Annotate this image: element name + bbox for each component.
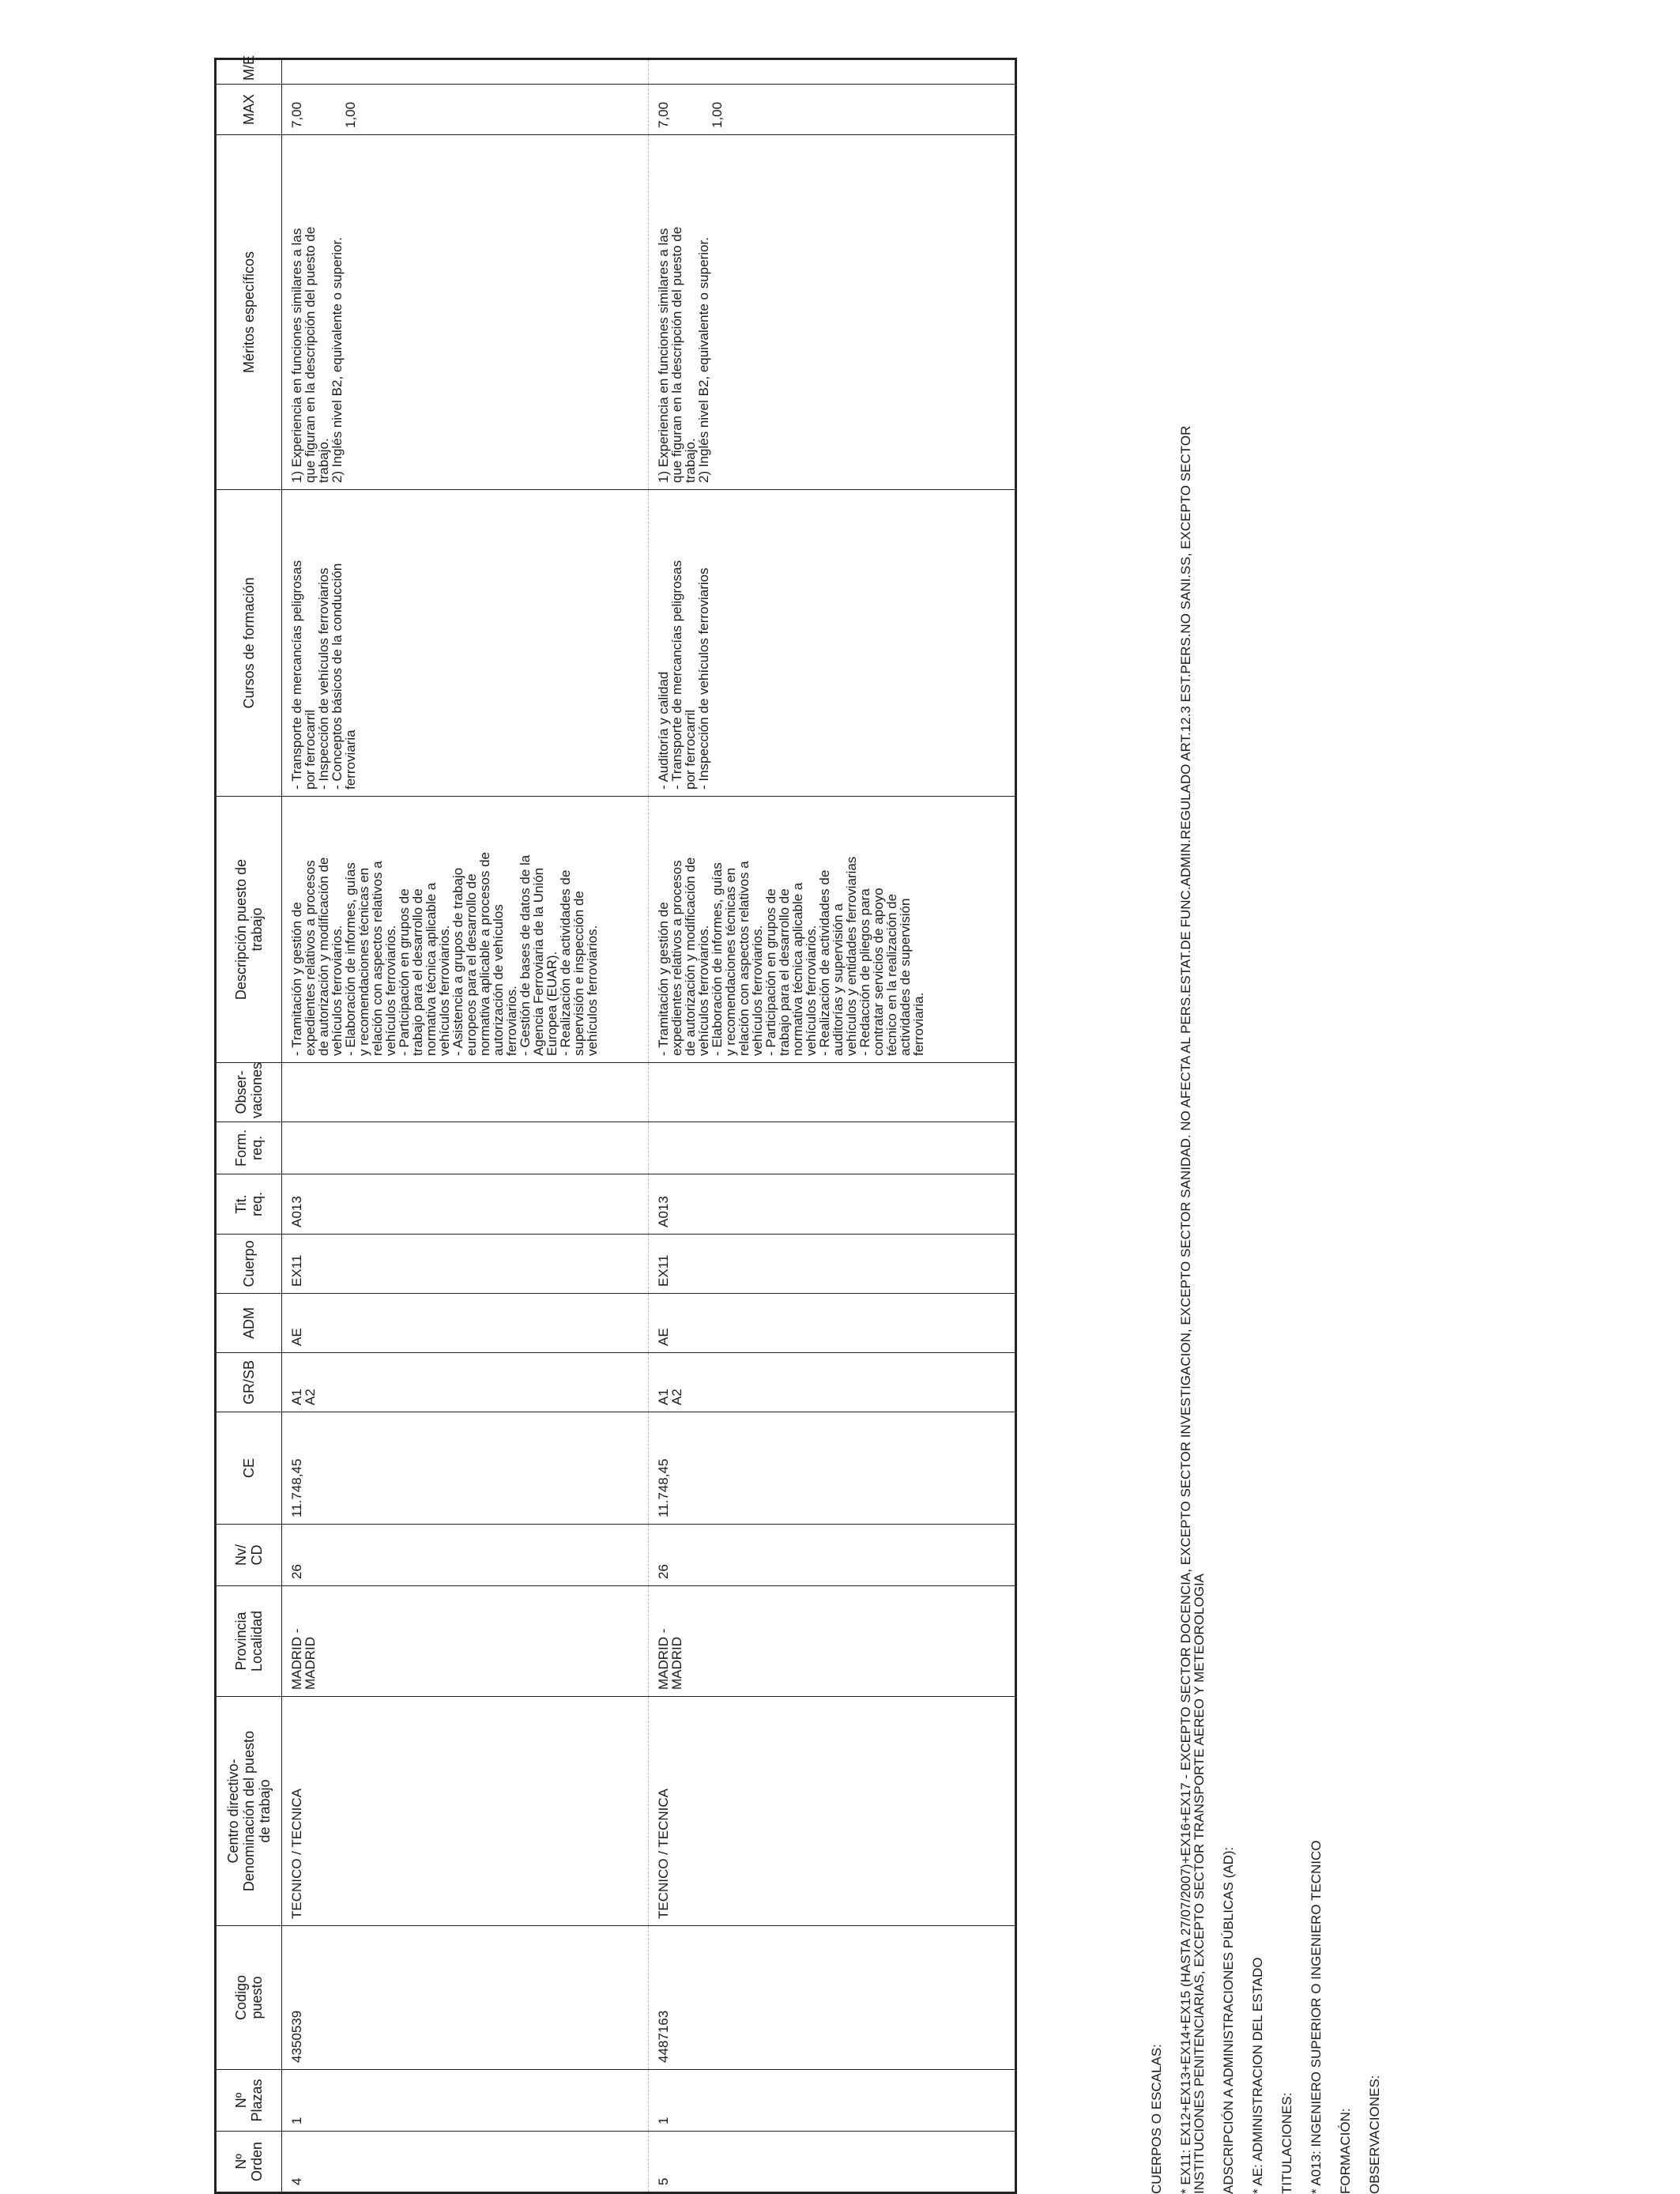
cell-obs <box>649 1063 1016 1122</box>
cell-form <box>282 1122 649 1174</box>
cell-tit: A013 <box>282 1174 649 1235</box>
cell-adm: AE <box>282 1294 649 1353</box>
titulaciones-text: * A013: INGENIERO SUPERIOR O INGENIERO TECNICO <box>1309 1840 1324 2194</box>
cell-max: 7,00 1,00 <box>282 85 649 135</box>
cuerpos-title: CUERPOS O ESCALAS: <box>1149 2044 1164 2194</box>
cell-grsb: A1 A2 <box>282 1353 649 1412</box>
header-me: M/E <box>216 59 282 85</box>
table-row <box>649 59 1016 2193</box>
header-centro: Centro directivo- Denominación del puesto de trabajo <box>216 1697 282 1926</box>
cell-meritos: 1) Experiencia en funciones similares a las que figuran en la descripción del puesto de trabajo. 2) Inglés nivel B2, equivalente o superior. <box>282 135 649 490</box>
observaciones-title: OBSERVACIONES: <box>1367 2075 1382 2194</box>
header-adm: ADM <box>216 1294 282 1353</box>
positions-table <box>214 55 1017 2194</box>
header-obs: Obser- vaciones <box>216 1063 282 1122</box>
header-provincia: Provincia Localidad <box>216 1586 282 1697</box>
footer-legend <box>1150 60 1397 2194</box>
header-max: MAX <box>216 85 282 135</box>
cell-centro: TECNICO / TECNICA <box>649 1697 1016 1926</box>
cell-cursos: - Auditoría y calidad - Transporte de mercancías peligrosas por ferrocarril - Inspección de vehículos ferroviarios <box>649 490 1016 797</box>
cell-orden: 5 <box>649 2132 1016 2193</box>
cell-cuerpo: EX11 <box>282 1235 649 1294</box>
cell-adm: AE <box>649 1294 1016 1353</box>
cell-grsb: A1 A2 <box>649 1353 1016 1412</box>
adscripcion-title: ADSCRIPCIÓN A ADMINISTRACIONES PÚBLICAS (AD): <box>1221 1846 1236 2194</box>
header-desc: Descripción puesto de trabajo <box>216 797 282 1063</box>
cell-nivel: 26 <box>282 1525 649 1586</box>
header-tit: Tit. req. <box>216 1174 282 1235</box>
header-orden: Nº Orden <box>216 2132 282 2193</box>
header-grsb: GR/SB <box>216 1353 282 1412</box>
table-header-row <box>216 59 282 2193</box>
titulaciones-title: TITULACIONES: <box>1279 2092 1294 2194</box>
cell-me <box>649 59 1016 85</box>
cell-plazas: 1 <box>282 2070 649 2132</box>
header-form: Form. req. <box>216 1122 282 1174</box>
cell-desc: - Tramitación y gestión de expedientes relativos a procesos de autorización y modificación de vehículos ferroviarios. - Elaboración de informes, guías y recomendaciones técnicas en relación con aspectos relativos a vehículos ferroviarios. - Participación en grupos de trabajo para el desarrollo de normativa técnica aplicable a vehículos ferroviarios. - Realización de actividades de auditorías y supervisión a vehículos y entidades ferroviarias - Redacción de pliegos para contratar servicios de apoyo técnico en la realización de actividades de supervisión ferroviaria. <box>649 797 1016 1063</box>
cell-ce: 11.748,45 <box>282 1412 649 1525</box>
formacion-title: FORMACIÓN: <box>1338 2108 1353 2194</box>
cell-cuerpo: EX11 <box>649 1235 1016 1294</box>
header-ce: CE <box>216 1412 282 1525</box>
cell-provincia: MADRID - MADRID <box>649 1586 1016 1697</box>
header-cursos: Cursos de formación <box>216 490 282 797</box>
cell-orden: 4 <box>282 2132 649 2193</box>
adscripcion-text: * AE: ADMINISTRACION DEL ESTADO <box>1250 1957 1265 2194</box>
cell-plazas: 1 <box>649 2070 1016 2132</box>
table-row <box>282 59 649 2193</box>
cell-codigo: 4487163 <box>649 1926 1016 2070</box>
cell-ce: 11.748,45 <box>649 1412 1016 1525</box>
header-cuerpo: Cuerpo <box>216 1235 282 1294</box>
cell-tit: A013 <box>649 1174 1016 1235</box>
cell-obs <box>282 1063 649 1122</box>
rotated-content <box>158 55 1382 2194</box>
header-nivel: Nv/ CD <box>216 1525 282 1586</box>
cuerpos-text: * EX11: EX12+EX13+EX14+EX15 (HASTA 27/07/2007)+EX16+EX17 - EXCEPTO SECTOR DOCENCIA, EXCEPTO SECTOR INVESTIGACION, EXCEPTO SECTOR SANIDAD. NO AFECTA AL PERS.ESTAT.DE FUNC.ADMIN.REGULADO ART.12.3 EST.PERS.NO SANI.SS, EXCEPTO SECTOR INSTITUCIONES PENITENCIARIAS, EXCEPTO SECTOR TRANSPORTE AEREO Y METEOROLOGIA <box>1178 425 1207 2194</box>
cell-provincia: MADRID - MADRID <box>282 1586 649 1697</box>
cell-me <box>282 59 649 85</box>
cell-codigo: 4350539 <box>282 1926 649 2070</box>
header-codigo: Codigo puesto <box>216 1926 282 2070</box>
cell-meritos: 1) Experiencia en funciones similares a las que figuran en la descripción del puesto de trabajo. 2) Inglés nivel B2, equivalente o superior. <box>649 135 1016 490</box>
cell-nivel: 26 <box>649 1525 1016 1586</box>
header-meritos: Méritos específicos <box>216 135 282 490</box>
cell-desc: - Tramitación y gestión de expedientes relativos a procesos de autorización y modificación de vehículos ferroviarios. - Elaboración de informes, guías y recomendaciones técnicas en relación con aspectos relativos a vehículos ferroviarios. - Participación en grupos de trabajo para el desarrollo de normativa técnica aplicable a vehículos ferroviarios. - Asistencia a grupos de trabajo europeos para el desarrollo de normativa aplicable a procesos de autorización de vehículos ferroviarios. - Gestión de bases de datos de la Agencia Ferroviaria de la Unión Europea (EUAR). - Realización de actividades de supervisión e inspección de vehículos ferroviarios. <box>282 797 649 1063</box>
cell-form <box>649 1122 1016 1174</box>
cell-centro: TECNICO / TECNICA <box>282 1697 649 1926</box>
header-plazas: Nº Plazas <box>216 2070 282 2132</box>
cell-cursos: - Transporte de mercancías peligrosas por ferrocarril - Inspección de vehículos ferroviarios - Conceptos básicos de la conducción ferroviaria <box>282 490 649 797</box>
cell-max: 7,00 1,00 <box>649 85 1016 135</box>
